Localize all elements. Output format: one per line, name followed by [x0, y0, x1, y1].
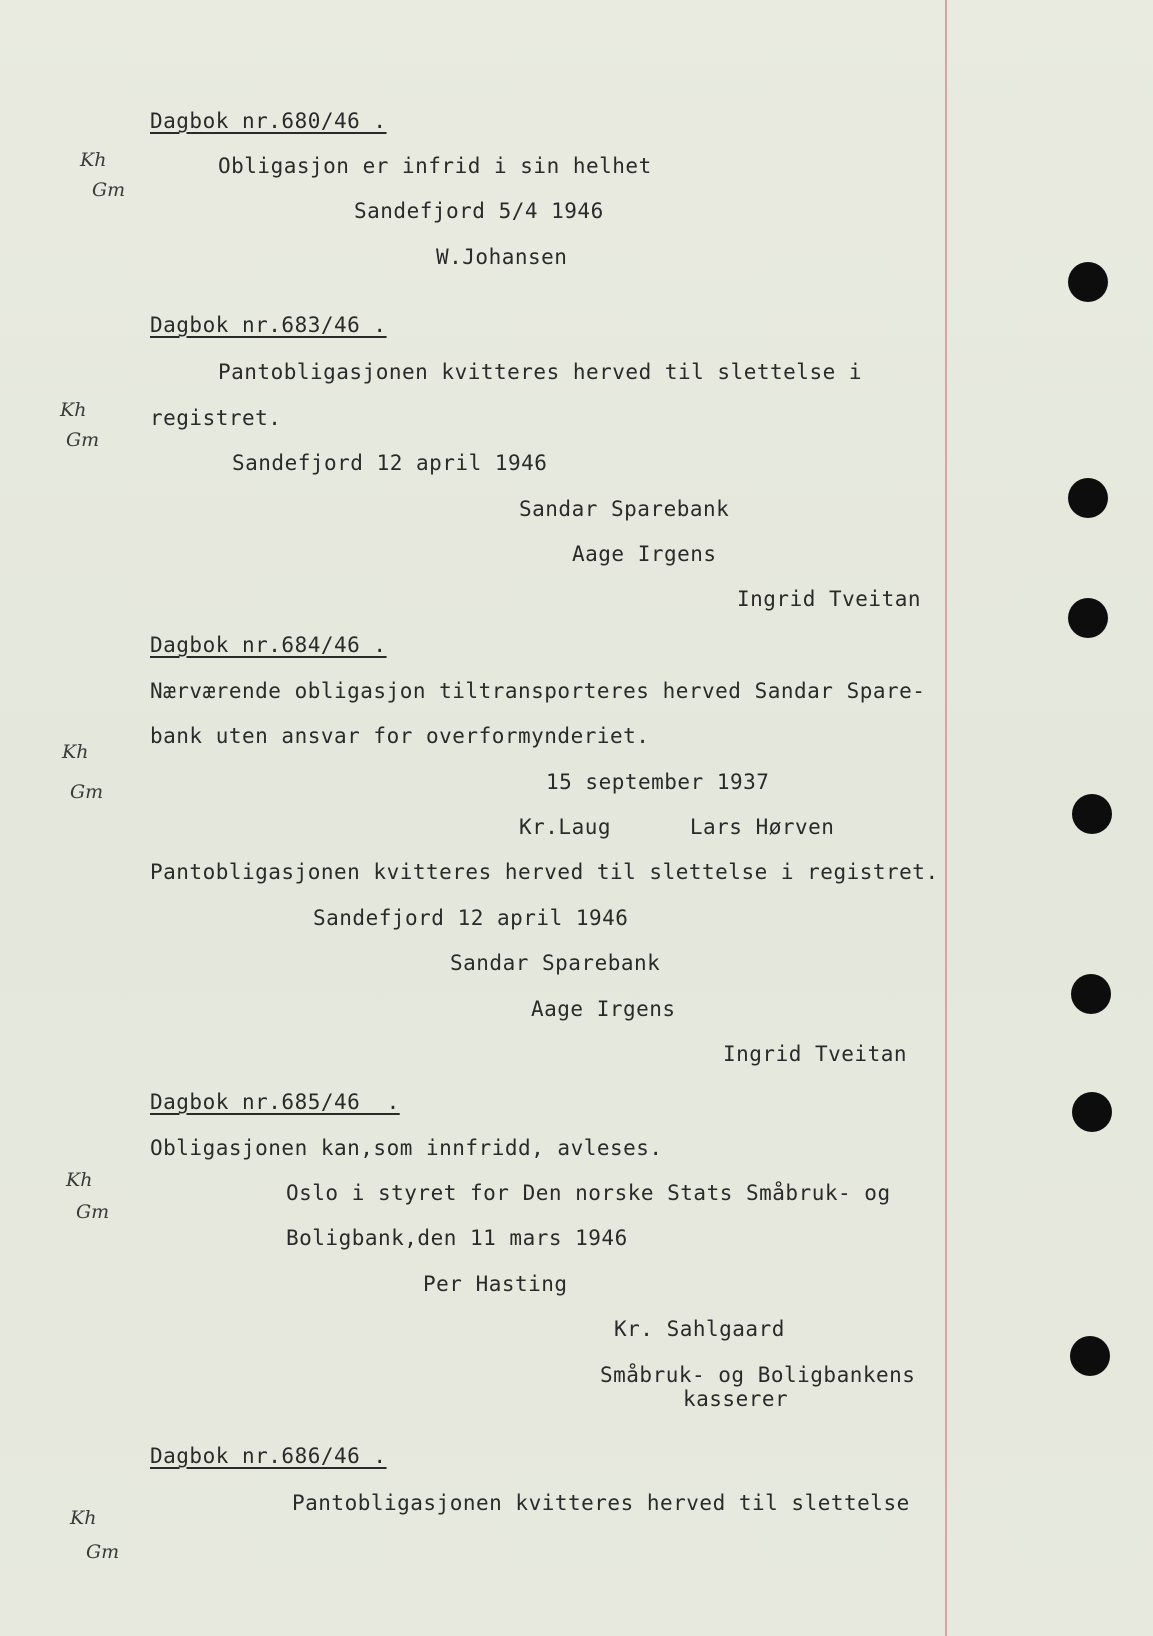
- entry-heading: Dagbok nr.685/46 .: [150, 1090, 400, 1114]
- entry-signature: Sandar Sparebank: [450, 951, 661, 975]
- entry-signature: W.Johansen: [436, 245, 568, 269]
- margin-initials: Kh: [66, 1169, 93, 1191]
- margin-initials: Kh: [70, 1507, 97, 1529]
- margin-initials: Kh: [60, 399, 87, 421]
- punch-hole: [1068, 478, 1108, 518]
- entry-heading: Dagbok nr.684/46 .: [150, 633, 387, 657]
- margin-initials: Gm: [70, 781, 104, 803]
- entry-signature: Ingrid Tveitan: [723, 1042, 908, 1066]
- punch-hole: [1072, 1092, 1112, 1132]
- entry-heading: Dagbok nr.686/46 .: [150, 1444, 387, 1468]
- margin-initials: Gm: [92, 179, 126, 201]
- entry-line: registret.: [150, 406, 282, 430]
- entry-line: Nærværende obligasjon tiltransporteres herved Sandar Spare-: [150, 679, 926, 703]
- entry-line: Pantobligasjonen kvitteres herved til slettelse i registret.: [150, 860, 939, 884]
- entry-signature: Kr.Laug Lars Hørven: [519, 815, 835, 839]
- entry-line: Obligasjonen kan,som innfridd, avleses.: [150, 1136, 663, 1160]
- margin-initials: Kh: [80, 149, 107, 171]
- margin-initials: Kh: [62, 741, 89, 763]
- entry-signature: Kr. Sahlgaard: [614, 1317, 785, 1341]
- margin-rule: [945, 0, 947, 1636]
- entry-line: Boligbank,den 11 mars 1946: [286, 1226, 628, 1250]
- entry-signature: kasserer: [683, 1387, 789, 1411]
- margin-initials: Gm: [76, 1201, 110, 1223]
- punch-hole: [1071, 974, 1111, 1014]
- entry-line: Pantobligasjonen kvitteres herved til slettelse: [292, 1491, 910, 1515]
- entry-line: 15 september 1937: [546, 770, 770, 794]
- entry-heading: Dagbok nr.680/46 .: [150, 109, 387, 133]
- entry-heading: Dagbok nr.683/46 .: [150, 313, 387, 337]
- punch-hole: [1068, 598, 1108, 638]
- entry-line: Obligasjon er infrid i sin helhet: [218, 154, 652, 178]
- punch-hole: [1072, 794, 1112, 834]
- entry-line: Oslo i styret for Den norske Stats Småbruk- og: [286, 1181, 891, 1205]
- entry-signature: Aage Irgens: [572, 542, 717, 566]
- entry-signature: Ingrid Tveitan: [737, 587, 922, 611]
- entry-line: Pantobligasjonen kvitteres herved til slettelse i: [218, 360, 863, 384]
- entry-signature: Småbruk- og Boligbankens: [600, 1363, 916, 1387]
- entry-line: Sandefjord 5/4 1946: [354, 199, 604, 223]
- margin-initials: Gm: [86, 1541, 120, 1563]
- margin-initials: Gm: [66, 429, 100, 451]
- punch-hole: [1068, 262, 1108, 302]
- entry-signature: Aage Irgens: [531, 997, 676, 1021]
- entry-line: bank uten ansvar for overformynderiet.: [150, 724, 650, 748]
- punch-hole: [1070, 1336, 1110, 1376]
- entry-line: Sandefjord 12 april 1946: [232, 451, 548, 475]
- entry-signature: Per Hasting: [423, 1272, 568, 1296]
- entry-line: Sandefjord 12 april 1946: [313, 906, 629, 930]
- entry-signature: Sandar Sparebank: [519, 497, 730, 521]
